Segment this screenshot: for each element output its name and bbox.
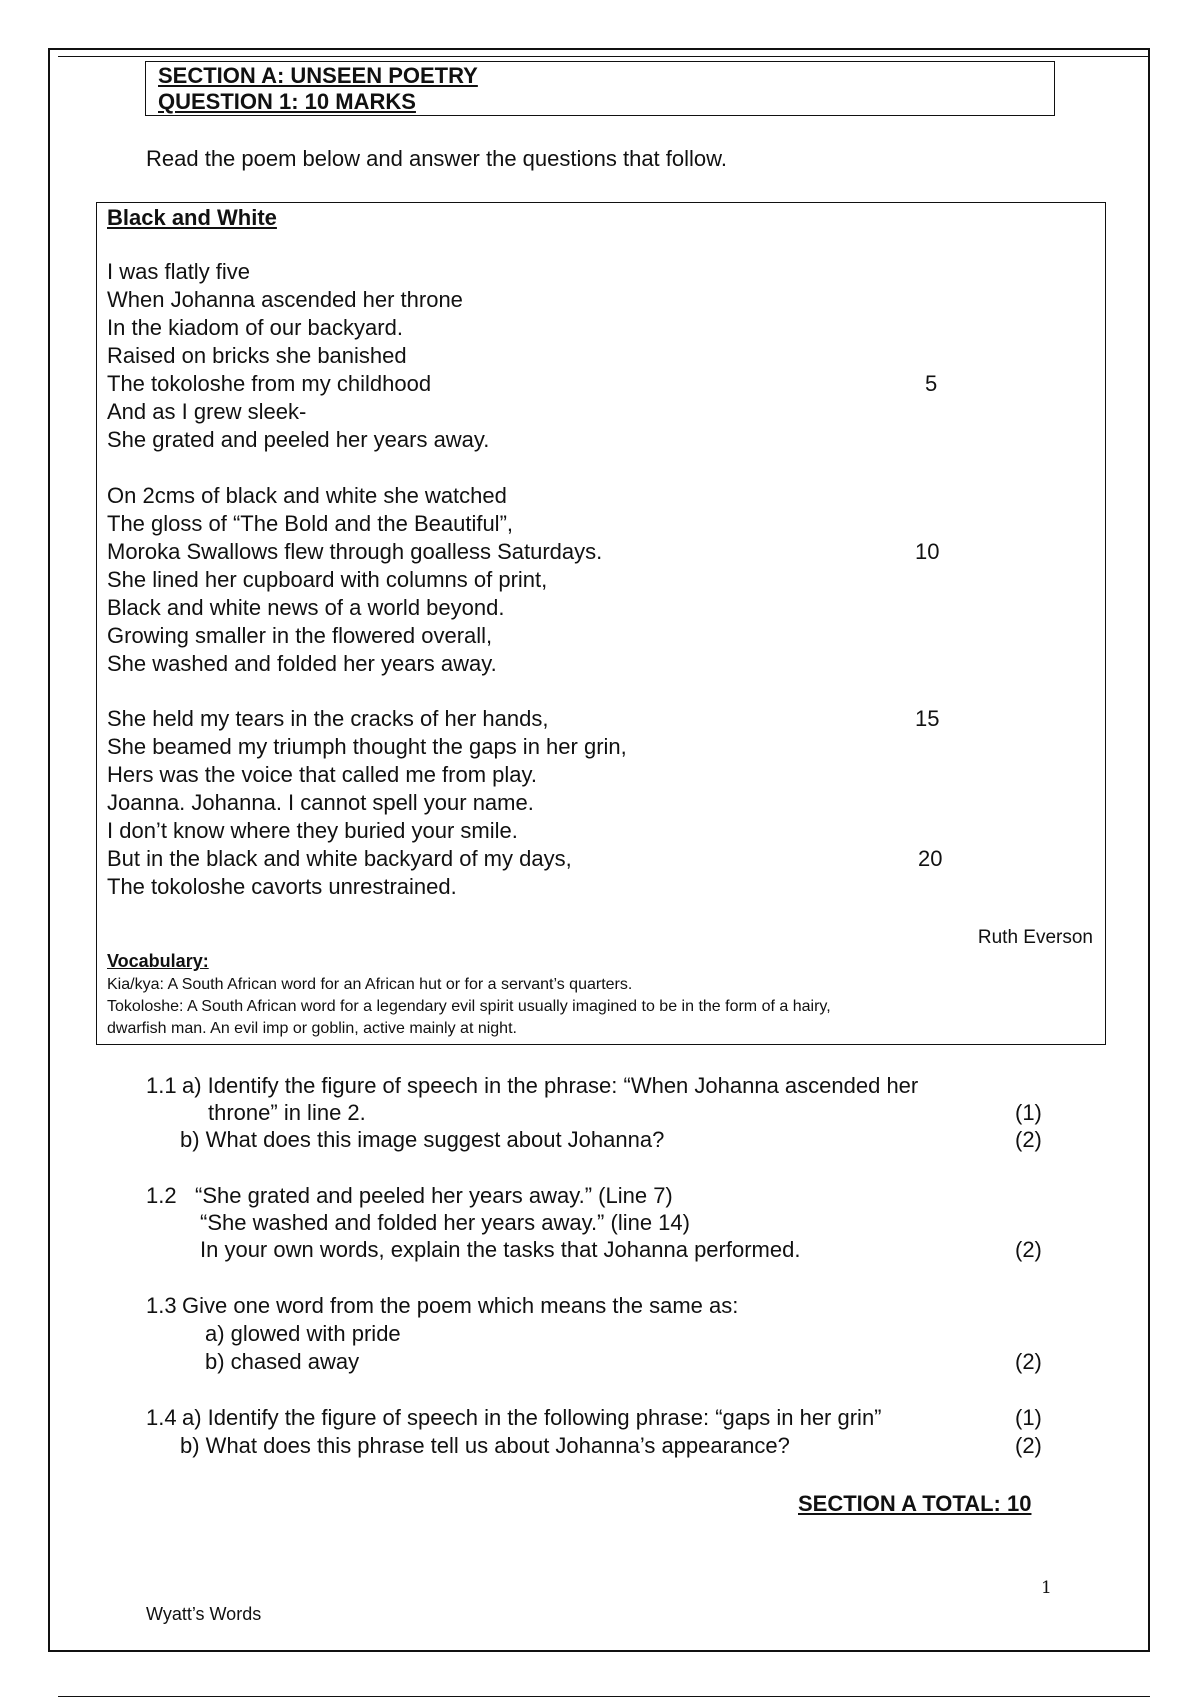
- poem-line: She held my tears in the cracks of her hands,: [107, 706, 549, 731]
- question-1-1a: a) Identify the figure of speech in the phrase: “When Johanna ascended her: [182, 1073, 919, 1098]
- line-number: 5: [925, 371, 938, 396]
- poem-title: Black and White: [107, 205, 277, 230]
- poem-line: Growing smaller in the flowered overall,: [107, 623, 493, 648]
- question-1-1b: b) What does this image suggest about Johanna?: [180, 1127, 665, 1152]
- poem-line: She beamed my triumph thought the gaps in her grin,: [107, 734, 627, 759]
- poem-line: When Johanna ascended her throne: [107, 287, 463, 312]
- poem-line: But in the black and white backyard of my days,: [107, 846, 572, 871]
- vocabulary-entry: dwarfish man. An evil imp or goblin, active mainly at night.: [107, 1020, 517, 1037]
- question-title: QUESTION 1: 10 MARKS: [158, 89, 416, 114]
- bottom-rule: [58, 1696, 1150, 1697]
- poem-line: And as I grew sleek-: [107, 399, 307, 424]
- poem-line: Hers was the voice that called me from play.: [107, 762, 537, 787]
- question-number: 1.1: [146, 1073, 177, 1098]
- poem-author: Ruth Everson: [977, 927, 1093, 948]
- page-number: 1: [1041, 1578, 1052, 1598]
- question-1-3a: a) glowed with pride: [205, 1321, 401, 1346]
- question-1-4a: a) Identify the figure of speech in the following phrase: “gaps in her grin”: [182, 1405, 882, 1430]
- question-1-3b: b) chased away: [205, 1349, 360, 1374]
- mark: (2): [1015, 1349, 1042, 1374]
- poem-line: Joanna. Johanna. I cannot spell your name.: [107, 790, 534, 815]
- question-number: 1.4: [146, 1405, 177, 1430]
- question-1-3: Give one word from the poem which means the same as:: [182, 1293, 739, 1318]
- question-number: 1.2: [146, 1183, 177, 1208]
- vocabulary-heading: Vocabulary:: [107, 951, 209, 971]
- mark: (1): [1015, 1100, 1042, 1125]
- mark: (2): [1015, 1127, 1042, 1152]
- question-number: 1.3: [146, 1293, 177, 1318]
- footer-text: Wyatt’s Words: [146, 1604, 262, 1624]
- question-1-2-task: In your own words, explain the tasks that Johanna performed.: [200, 1237, 801, 1262]
- poem-line: I don’t know where they buried your smile.: [107, 818, 518, 843]
- question-1-2-quote1: “She grated and peeled her years away.” (Line 7): [195, 1183, 673, 1208]
- section-title: SECTION A: UNSEEN POETRY: [158, 63, 478, 88]
- poem-line: On 2cms of black and white she watched: [107, 483, 507, 508]
- poem-line: In the kiadom of our backyard.: [107, 315, 403, 340]
- poem-line: She washed and folded her years away.: [107, 651, 497, 676]
- line-number: 15: [915, 706, 940, 731]
- poem-line: The gloss of “The Bold and the Beautiful”,: [107, 511, 514, 536]
- vocabulary-entry: Tokoloshe: A South African word for a legendary evil spirit usually imagined to be in the form of a hairy,: [107, 998, 831, 1015]
- section-header: [145, 61, 1055, 116]
- mark: (1): [1015, 1405, 1042, 1430]
- poem-box: [96, 202, 1106, 1045]
- poem-line: The tokoloshe from my childhood: [107, 371, 432, 396]
- poem-line: The tokoloshe cavorts unrestrained.: [107, 874, 457, 899]
- line-number: 20: [918, 846, 943, 871]
- question-1-4b: b) What does this phrase tell us about Johanna’s appearance?: [180, 1433, 790, 1458]
- instruction: Read the poem below and answer the questions that follow.: [146, 146, 727, 171]
- question-1-1a-cont: throne” in line 2.: [208, 1100, 366, 1125]
- poem-line: She lined her cupboard with columns of print,: [107, 567, 548, 592]
- poem-line: Raised on bricks she banished: [107, 343, 407, 368]
- vocabulary-entry: Kia/kya: A South African word for an African hut or for a servant’s quarters.: [107, 976, 633, 993]
- poem-line: Black and white news of a world beyond.: [107, 595, 505, 620]
- poem-line: She grated and peeled her years away.: [107, 427, 490, 452]
- mark: (2): [1015, 1237, 1042, 1262]
- section-total: SECTION A TOTAL: 10: [798, 1491, 1032, 1516]
- mark: (2): [1015, 1433, 1042, 1458]
- question-1-2-quote2: “She washed and folded her years away.” (line 14): [200, 1210, 690, 1235]
- poem-line: I was flatly five: [107, 259, 251, 284]
- line-number: 10: [915, 539, 940, 564]
- poem-line: Moroka Swallows flew through goalless Saturdays.: [107, 539, 603, 564]
